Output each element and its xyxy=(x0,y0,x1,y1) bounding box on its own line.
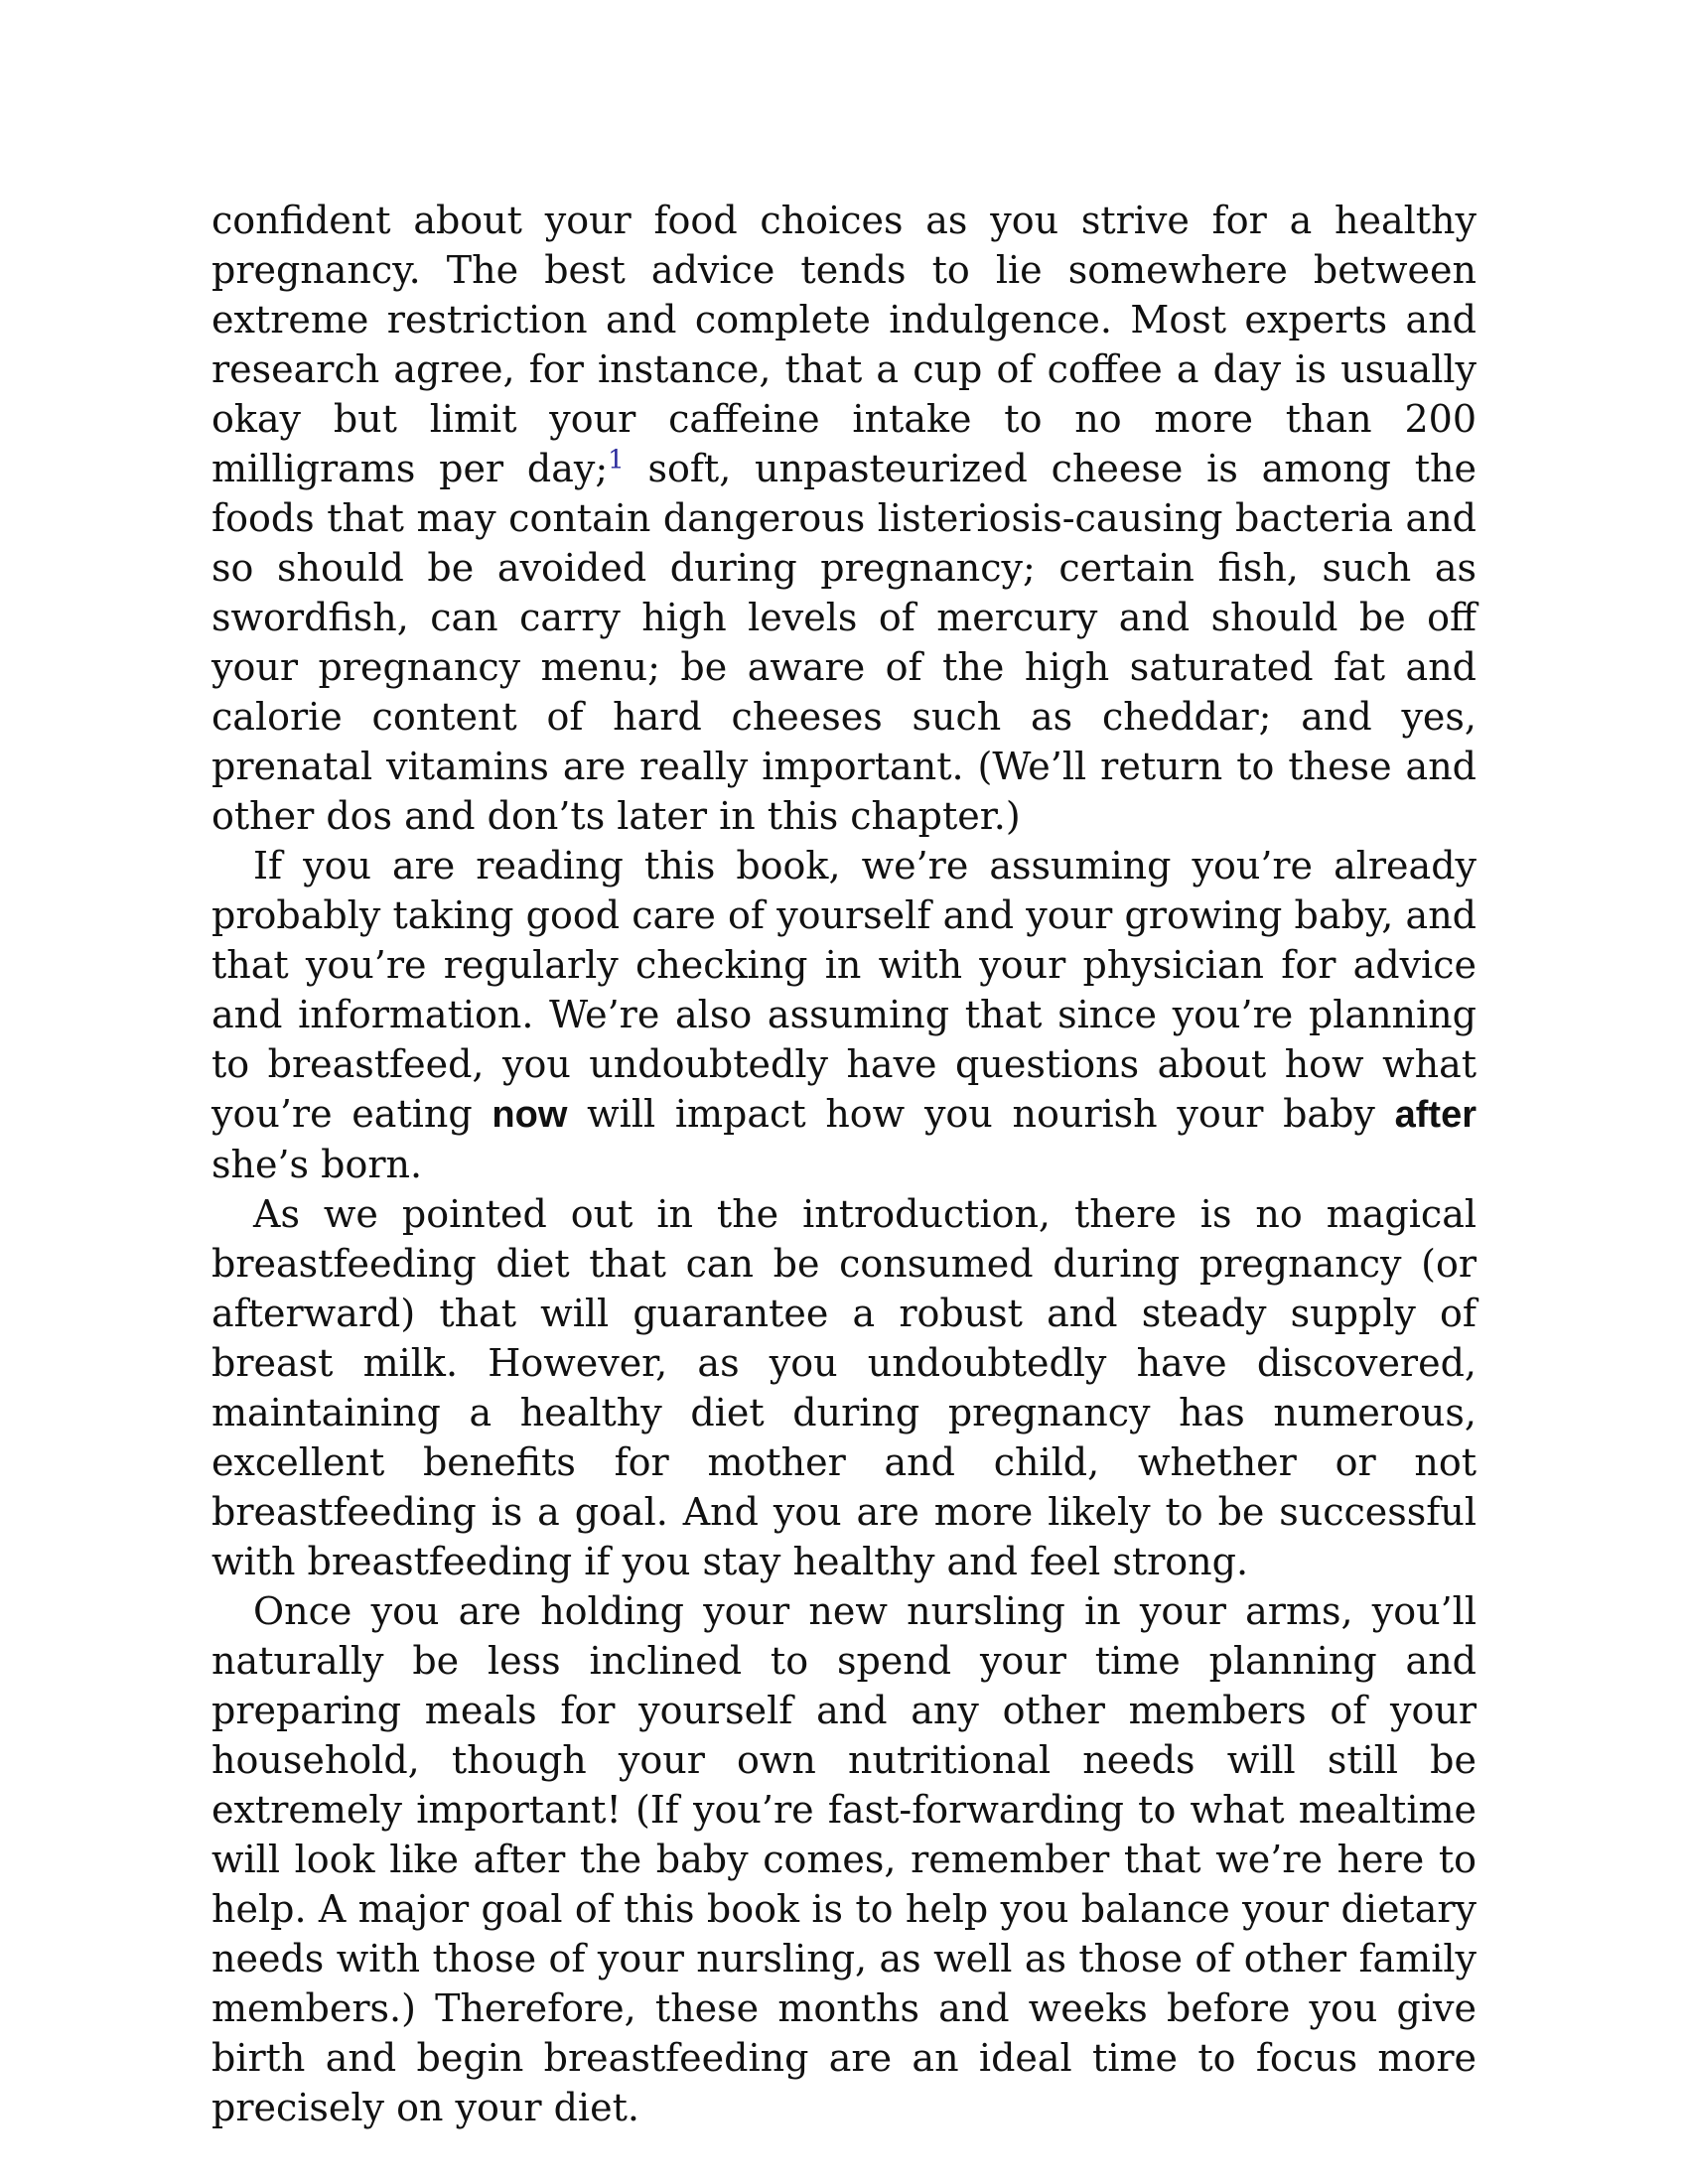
paragraph-3: As we pointed out in the introduction, there is no magical breastfeeding diet that can be consumed during pregnancy (or afterward) that will guarantee a robust and steady supply of breast milk. However, as you undoubtedly have discovered, maintaining a healthy diet during pregnancy has numerous, excellent benefits for mother and child, whether or not breastfeeding is a goal. And you are more likely to be successful with breastfeeding if you stay healthy and feel strong. xyxy=(211,1192,1477,1583)
paragraph-1-text-b: soft, unpasteurized cheese is among the foods that may contain dangerous listeriosis-causing bacteria and so should be avoided during pregnancy; certain fish, such as swordfish, can carry high levels of mercury and should be off your pregnancy menu; be aware of the high saturated fat and calorie content of hard cheeses such as cheddar; and yes, prenatal vitamins are really important. (We’ll return to these and other dos and don’ts later in this chapter.) xyxy=(211,447,1477,838)
paragraph-2-text-a: If you are reading this book, we’re assuming you’re already probably taking good care of yourself and your growing baby, and that you’re regularly checking in with your physician for advice and information. We’re also assuming that since you’re planning to breastfeed, you undoubtedly have questions about how what you’re eating xyxy=(211,844,1477,1136)
paragraph-2-text-c: she’s born. xyxy=(211,1143,423,1186)
emphasis-now: now xyxy=(492,1094,568,1136)
emphasis-after: after xyxy=(1394,1094,1477,1136)
paragraph-2-text-b: will impact how you nourish your baby xyxy=(567,1092,1395,1136)
page-body xyxy=(211,196,1477,2132)
paragraph-2 xyxy=(211,841,1477,1189)
paragraph-4: Once you are holding your new nursling in your arms, you’ll naturally be less inclined to spend your time planning and preparing meals for yourself and any other members of your household, though your own nutritional needs will still be extremely important! (If you’re fast-forwarding to what mealtime will look like after the baby comes, remember that we’re here to help. A major goal of this book is to help you balance your dietary needs with those of your nursling, as well as those of other family members.) Therefore, these months and weeks before you give birth and begin breastfeeding are an ideal time to focus more precisely on your diet. xyxy=(211,1589,1477,2129)
paragraph-1 xyxy=(211,196,1477,841)
footnote-link[interactable]: 1 xyxy=(608,445,625,476)
paragraph-1-text-a: confident about your food choices as you strive for a healthy pregnancy. The best advice tends to lie somewhere between extreme restriction and complete indulgence. Most experts and research agree, for instance, that a cup of coffee a day is usually okay but limit your caffeine intake to no more than 200 milligrams per day; xyxy=(211,199,1477,490)
